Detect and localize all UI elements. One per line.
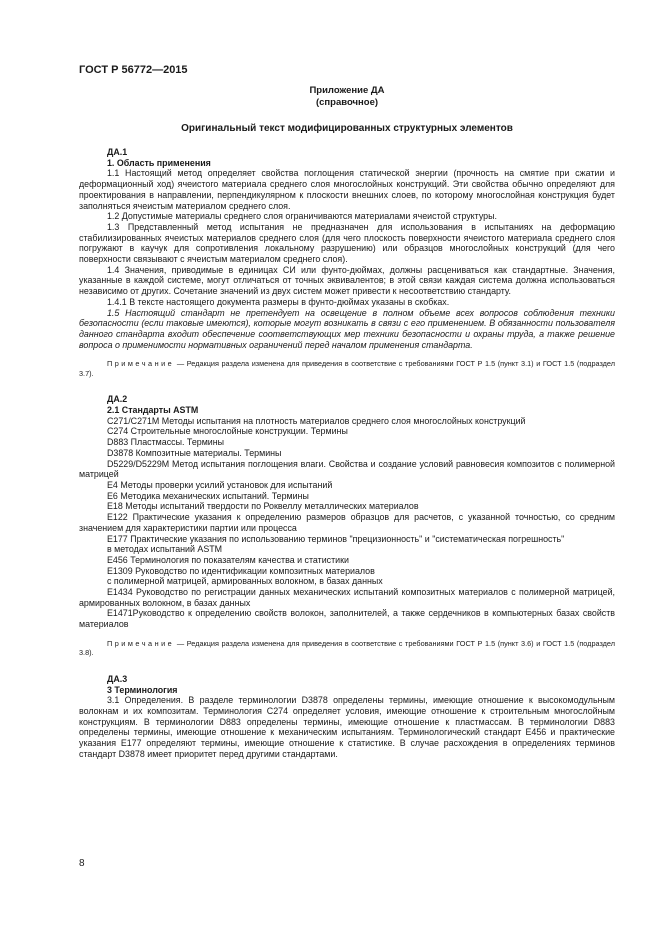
- list-item: E4 Методы проверки усилий установок для испытаний: [107, 479, 333, 490]
- paragraph-1-1: 1.1 Настоящий метод определяет свойства поглощения статической энергии (прочность на смятие при сжатии и деформационный ход) ячеистого материала среднего слоя многослойных конструкций. Эти свойства обычно определяют для проектирования в направлении, перпендикулярном к плоскости внешних слоев, по которому многослойная конструкция будет заполняться ячеистым материалом среднего слоя.: [79, 168, 615, 211]
- note-text: — Редакция раздела изменена для приведения в соответствие с требованиями ГОСТ Р 1.5 (пункт 3.6) и ГОСТ 1.5 (подраздел 3.8).: [79, 638, 615, 658]
- list-item: с полимерной матрицей, армированных волокном, в базах данных: [107, 576, 383, 587]
- appendix-subtitle: (справочное): [315, 97, 379, 108]
- paragraph-1-3: 1.3 Представленный метод испытания не предназначен для использования в испытаниях на деформацию стабилизированных ячеистых материалов среднего слоя (для чего плоскость поверхности ячеистого материала среднего слоя погружают в каучук для сопротивления локальному разрушению) или образцов многослойных конструкций (для чего поверхности связывают с ячеистым материалом среднего слоя).: [79, 221, 615, 265]
- list-item: E6 Методика механических испытаний. Термины: [107, 490, 309, 501]
- note-label: Примечание: [107, 359, 175, 369]
- page-number: 8: [79, 858, 85, 869]
- paragraph-1-4-1: 1.4.1 В тексте настоящего документа размеры в фунто-дюймах указаны в скобках.: [107, 296, 450, 307]
- list-item: E1434 Руководство по регистрации данных механических испытаний композитных материалов с полимерной матрицей, армированных волокном, в базах данных: [79, 587, 615, 608]
- list-item: E177 Практические указания по использованию терминов "прецизионность" и "систематическая погрешность": [107, 533, 565, 544]
- note-da2: [79, 639, 615, 658]
- list-item: E1309 Руководство по идентификации композитных материалов: [107, 565, 375, 576]
- section-heading-da2: 2.1 Стандарты ASTM: [107, 405, 199, 416]
- section-code-da1: ДА.1: [107, 147, 128, 157]
- document-header: ГОСТ Р 56772—2015: [79, 64, 188, 76]
- page-content: [79, 85, 615, 759]
- paragraph-1-5: 1.5 Настоящий стандарт не претендует на освещение в полном объеме всех вопросов соблюдения техники безопасности (если таковые имеются), которые могут возникать в связи с его применением. В обязанности пользователя данного стандарта входит обеспечение соответствующих мер техники безопасности и охраны труда, а также решение вопроса о применимости нормативных ограничений перед началом применения стандарта.: [79, 307, 615, 350]
- section-heading-da1: 1. Область применения: [107, 157, 211, 168]
- list-item: D3878 Композитные материалы. Термины: [107, 447, 282, 458]
- list-item: C271/C271M Методы испытания на плотность материалов среднего слоя многослойных конструкций: [107, 415, 526, 426]
- appendix-title: Приложение ДА: [309, 85, 385, 96]
- paragraph-1-4: 1.4 Значения, приводимые в единицах СИ или фунто-дюймах, должны расцениваться как стандартные. Значения, указанные в каждой системе, могут отличаться от точных эквивалентов; в этой связи каждая система должна использоваться независимо от других. Сочетание значений из двух систем может привести к несоответствию стандарту.: [79, 264, 615, 297]
- list-item: E456 Терминология по показателям качества и статистики: [107, 554, 349, 565]
- note-label: Примечание: [107, 638, 175, 648]
- paragraph-1-2: 1.2 Допустимые материалы среднего слоя ограничиваются материалами ячеистой структуры.: [107, 211, 497, 222]
- paragraph-3-1: 3.1 Определения. В разделе терминологии D3878 определены термины, имеющие отношение к высокомодульным волокнам и их композитам. Терминология C274 определяет условия, имеющие отношение к строительным многослойным конструкциям. В терминологии D883 определены термины, имеющие отношение к пластмассам. В терминологии D883 определены термины, имеющие отношение к механическим испытаниям. Терминологический стандарт E456 и практические указания E177 определяют термины, имеющие отношение к статистике. В случае расхождения в определениях терминов стандарт D3878 имеет приоритет перед другими стандартами.: [79, 695, 615, 759]
- list-item: E122 Практические указания к определению размеров образцов для расчетов, с указанной точностью, со средним значением для характеристики партии или процесса: [79, 512, 615, 533]
- list-item: D5229/D5229M Метод испытания поглощения влаги. Свойства и создание условий равновесия композитов с полимерной матрицей: [79, 458, 615, 480]
- section-code-da2: ДА.2: [107, 394, 128, 405]
- main-title: Оригинальный текст модифицированных структурных элементов: [181, 123, 513, 134]
- list-item: в методах испытаний ASTM: [107, 544, 223, 555]
- note-da1: [79, 359, 615, 378]
- list-item: E18 Методы испытаний твердости по Роквеллу металлических материалов: [107, 501, 419, 512]
- section-heading-da3: 3 Терминология: [107, 684, 178, 695]
- list-item: D883 Пластмассы. Термины: [107, 437, 225, 448]
- section-code-da3: ДА.3: [107, 673, 128, 684]
- list-item: C274 Строительные многослойные конструкции. Термины: [107, 426, 348, 437]
- note-text: — Редакция раздела изменена для приведения в соответствие с требованиями ГОСТ Р 1.5 (пункт 3.1) и ГОСТ 1.5 (подраздел 3.7).: [79, 359, 615, 378]
- list-item: E1471Руководство к определению свойств волокон, заполнителей, а также сердечников в компьютерных базах свойств материалов: [79, 608, 615, 630]
